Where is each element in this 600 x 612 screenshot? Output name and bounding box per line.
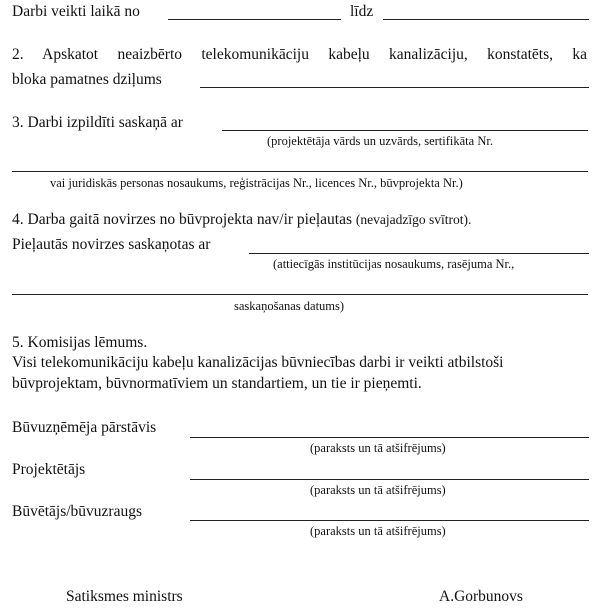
designer-caption: (projektētāja vārds un uzvārds, sertifikāta Nr. <box>267 134 493 148</box>
builder-supervisor-caption: (paraksts un tā atšifrējums) <box>310 524 446 538</box>
contractor-rep-signature-field[interactable] <box>190 437 589 438</box>
works-end-date-field[interactable] <box>383 19 589 20</box>
designer-signature-label: Projektētājs <box>12 461 86 478</box>
builder-supervisor-signature-field[interactable] <box>190 520 589 521</box>
works-period-label: Darbi veikti laikā no <box>12 3 140 20</box>
deviations-approved-field[interactable] <box>249 253 589 254</box>
deviations-field-continued[interactable] <box>12 294 588 295</box>
works-until-label: līdz <box>350 3 374 20</box>
designer-field-continued[interactable] <box>12 171 588 172</box>
commission-decision-line2: būvprojektam, būvnormatīviem un standartiem, un tie ir pieņemti. <box>12 375 422 392</box>
item2-text: 2. Apskatot neaizbērto telekomunikāciju kabeļu kanalizāciju, konstatēts, ka <box>12 46 587 63</box>
builder-supervisor-label: Būvētājs/būvuzraugs <box>12 503 143 520</box>
designer-field[interactable] <box>222 130 588 131</box>
item4-text <box>12 211 471 229</box>
designer-caption-continued: vai juridiskās personas nosaukums, reģistrācijas Nr., licences Nr., būvprojekta Nr.) <box>50 176 463 190</box>
deviations-caption-continued: saskaņošanas datums) <box>234 299 345 313</box>
designer-signature-caption: (paraksts un tā atšifrējums) <box>310 483 446 497</box>
works-start-date-field[interactable] <box>168 19 341 20</box>
minister-name: A.Gorbunovs <box>439 588 523 605</box>
item4-statement: 4. Darba gaitā novirzes no būvprojekta nav/ir pieļautas <box>12 211 353 228</box>
commission-decision-line1: Visi telekomunikāciju kabeļu kanalizācijas būvniecības darbi ir veikti atbilstoši <box>12 354 504 371</box>
designer-signature-field[interactable] <box>190 479 589 480</box>
commission-decision-heading: 5. Komisijas lēmums. <box>12 334 148 351</box>
deviations-label: Pieļautās novirzes saskaņotas ar <box>12 236 211 253</box>
block-depth-label: bloka pamatnes dziļums <box>12 71 162 88</box>
contractor-rep-label: Būvuzņēmēja pārstāvis <box>12 419 157 436</box>
deviations-caption: (attiecīgās institūcijas nosaukums, rasējuma Nr., <box>273 257 515 271</box>
minister-title: Satiksmes ministrs <box>66 588 183 605</box>
item4-note: (nevajadzīgo svītrot). <box>355 212 472 227</box>
item3-label: 3. Darbi izpildīti saskaņā ar <box>12 114 183 131</box>
block-depth-field[interactable] <box>200 87 589 88</box>
contractor-rep-caption: (paraksts un tā atšifrējums) <box>310 441 446 455</box>
